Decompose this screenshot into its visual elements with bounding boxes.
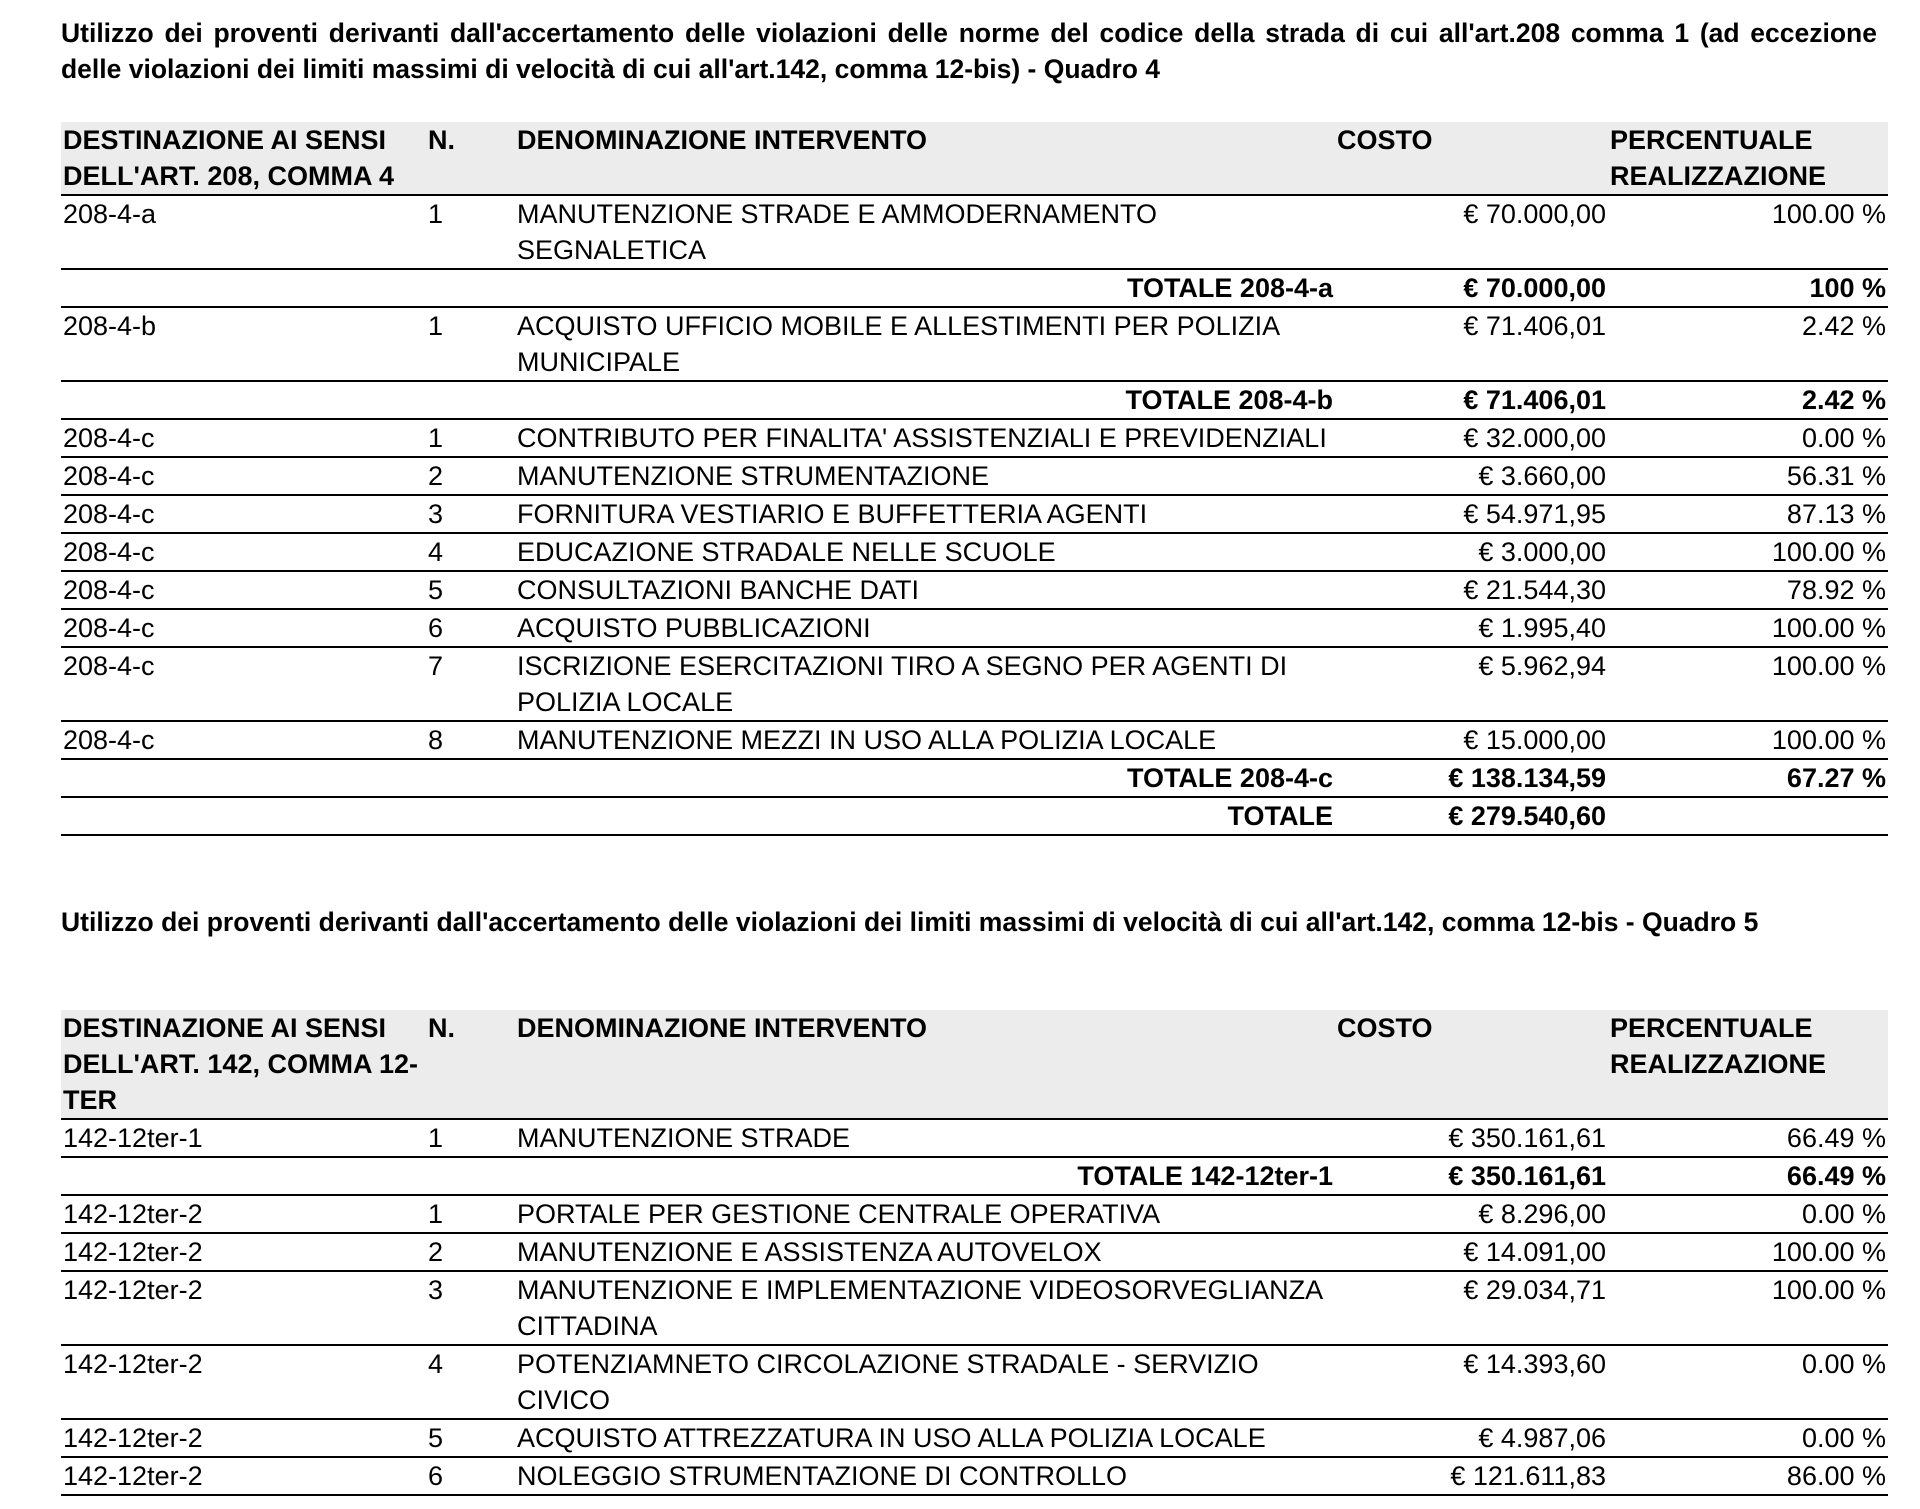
header-destinazione: DESTINAZIONE AI SENSI DELL'ART. 142, COMMA 12-TER	[61, 1010, 426, 1119]
total-label: TOTALE 208-4-c	[61, 759, 1335, 797]
cell-denominazione: MANUTENZIONE STRADE E AMMODERNAMENTO SEGNALETICA	[515, 195, 1335, 269]
total-percentage: 66.49 %	[1608, 1157, 1888, 1195]
cell-denominazione: ACQUISTO PUBBLICAZIONI	[515, 609, 1335, 647]
cell-numero: 3	[426, 1271, 515, 1345]
cell-costo: € 3.660,00	[1335, 457, 1608, 495]
cell-destinazione: 208-4-a	[61, 195, 426, 269]
cell-percentuale: 0.00 %	[1608, 419, 1888, 457]
cell-percentuale: 100.00 %	[1608, 533, 1888, 571]
header-numero: N.	[426, 122, 515, 195]
cell-numero: 2	[426, 1233, 515, 1271]
header-destinazione: DESTINAZIONE AI SENSI DELL'ART. 208, COMMA 4	[61, 122, 426, 195]
cell-costo: € 32.000,00	[1335, 419, 1608, 457]
cell-percentuale: 100.00 %	[1608, 195, 1888, 269]
cell-numero: 5	[426, 571, 515, 609]
cell-percentuale: 0.00 %	[1608, 1195, 1888, 1233]
cell-destinazione: 208-4-c	[61, 419, 426, 457]
quadro4-body	[61, 195, 1888, 835]
cell-costo: € 14.091,00	[1335, 1233, 1608, 1271]
cell-percentuale: 56.31 %	[1608, 457, 1888, 495]
cell-destinazione: 208-4-c	[61, 457, 426, 495]
total-label: TOTALE 208-4-b	[61, 381, 1335, 419]
total-row	[61, 759, 1888, 797]
header-costo: COSTO	[1335, 122, 1608, 195]
cell-destinazione: 208-4-c	[61, 571, 426, 609]
table-row	[61, 1195, 1888, 1233]
total-row	[61, 797, 1888, 835]
cell-numero: 1	[426, 307, 515, 381]
total-percentage	[1608, 797, 1888, 835]
table-row	[61, 419, 1888, 457]
cell-percentuale: 2.42 %	[1608, 307, 1888, 381]
table-row	[61, 1457, 1888, 1495]
quadro4-table	[61, 122, 1888, 836]
cell-numero: 8	[426, 721, 515, 759]
cell-destinazione: 208-4-c	[61, 533, 426, 571]
total-label: TOTALE 142-12ter-1	[61, 1157, 1335, 1195]
header-percentuale: PERCENTUALE REALIZZAZIONE	[1608, 1010, 1888, 1119]
cell-denominazione: ACQUISTO ATTREZZATURA IN USO ALLA POLIZIA LOCALE	[515, 1419, 1335, 1457]
cell-percentuale: 100.00 %	[1608, 609, 1888, 647]
cell-percentuale: 0.00 %	[1608, 1345, 1888, 1419]
header-denominazione: DENOMINAZIONE INTERVENTO	[515, 122, 1335, 195]
cell-costo: € 54.971,95	[1335, 495, 1608, 533]
cell-destinazione: 208-4-c	[61, 609, 426, 647]
total-row	[61, 269, 1888, 307]
cell-denominazione: MANUTENZIONE E ASSISTENZA AUTOVELOX	[515, 1233, 1335, 1271]
cell-numero: 6	[426, 609, 515, 647]
cell-percentuale: 66.49 %	[1608, 1119, 1888, 1157]
quadro5-table	[61, 1010, 1888, 1496]
table-row	[61, 647, 1888, 721]
cell-denominazione: MANUTENZIONE STRADE	[515, 1119, 1335, 1157]
table-header-row	[61, 1010, 1888, 1119]
cell-denominazione: EDUCAZIONE STRADALE NELLE SCUOLE	[515, 533, 1335, 571]
cell-denominazione: PORTALE PER GESTIONE CENTRALE OPERATIVA	[515, 1195, 1335, 1233]
cell-numero: 4	[426, 533, 515, 571]
cell-denominazione: ISCRIZIONE ESERCITAZIONI TIRO A SEGNO PER AGENTI DI POLIZIA LOCALE	[515, 647, 1335, 721]
table-row	[61, 457, 1888, 495]
total-cost: € 350.161,61	[1335, 1157, 1608, 1195]
cell-destinazione: 142-12ter-2	[61, 1457, 426, 1495]
total-row	[61, 1157, 1888, 1195]
cell-percentuale: 86.00 %	[1608, 1457, 1888, 1495]
cell-denominazione: MANUTENZIONE STRUMENTAZIONE	[515, 457, 1335, 495]
cell-denominazione: POTENZIAMNETO CIRCOLAZIONE STRADALE - SERVIZIO CIVICO	[515, 1345, 1335, 1419]
total-label: TOTALE 208-4-a	[61, 269, 1335, 307]
cell-percentuale: 78.92 %	[1608, 571, 1888, 609]
cell-costo: € 121.611,83	[1335, 1457, 1608, 1495]
cell-numero: 1	[426, 195, 515, 269]
cell-numero: 3	[426, 495, 515, 533]
table-row	[61, 721, 1888, 759]
cell-numero: 1	[426, 419, 515, 457]
cell-costo: € 15.000,00	[1335, 721, 1608, 759]
cell-costo: € 21.544,30	[1335, 571, 1608, 609]
cell-costo: € 5.962,94	[1335, 647, 1608, 721]
cell-destinazione: 208-4-c	[61, 721, 426, 759]
table-row	[61, 1419, 1888, 1457]
cell-denominazione: CONTRIBUTO PER FINALITA' ASSISTENZIALI E PREVIDENZIALI	[515, 419, 1335, 457]
cell-destinazione: 142-12ter-2	[61, 1419, 426, 1457]
cell-costo: € 71.406,01	[1335, 307, 1608, 381]
cell-destinazione: 142-12ter-1	[61, 1119, 426, 1157]
cell-percentuale: 100.00 %	[1608, 1271, 1888, 1345]
total-cost: € 71.406,01	[1335, 381, 1608, 419]
table-row	[61, 533, 1888, 571]
table-row	[61, 495, 1888, 533]
table-header-row	[61, 122, 1888, 195]
table-row	[61, 195, 1888, 269]
cell-costo: € 8.296,00	[1335, 1195, 1608, 1233]
header-numero: N.	[426, 1010, 515, 1119]
cell-costo: € 4.987,06	[1335, 1419, 1608, 1457]
cell-costo: € 70.000,00	[1335, 195, 1608, 269]
cell-destinazione: 208-4-c	[61, 495, 426, 533]
header-percentuale: PERCENTUALE REALIZZAZIONE	[1608, 122, 1888, 195]
quadro5-body	[61, 1119, 1888, 1495]
cell-costo: € 14.393,60	[1335, 1345, 1608, 1419]
total-percentage: 2.42 %	[1608, 381, 1888, 419]
cell-numero: 4	[426, 1345, 515, 1419]
total-percentage: 67.27 %	[1608, 759, 1888, 797]
cell-denominazione: CONSULTAZIONI BANCHE DATI	[515, 571, 1335, 609]
total-percentage: 100 %	[1608, 269, 1888, 307]
cell-percentuale: 87.13 %	[1608, 495, 1888, 533]
header-denominazione: DENOMINAZIONE INTERVENTO	[515, 1010, 1335, 1119]
cell-numero: 1	[426, 1195, 515, 1233]
total-row	[61, 381, 1888, 419]
quadro4-title: Utilizzo dei proventi derivanti dall'accertamento delle violazioni delle norme del codice della strada di cui all'art.208 comma 1 (ad eccezione delle violazioni dei limiti massimi di velocità di cui all'art.142, comma 12-bis) - Quadro 4	[61, 18, 1877, 84]
header-costo: COSTO	[1335, 1010, 1608, 1119]
cell-numero: 5	[426, 1419, 515, 1457]
cell-destinazione: 142-12ter-2	[61, 1233, 426, 1271]
cell-denominazione: MANUTENZIONE E IMPLEMENTAZIONE VIDEOSORVEGLIANZA CITTADINA	[515, 1271, 1335, 1345]
cell-destinazione: 142-12ter-2	[61, 1271, 426, 1345]
cell-costo: € 29.034,71	[1335, 1271, 1608, 1345]
table-row	[61, 1271, 1888, 1345]
cell-percentuale: 0.00 %	[1608, 1419, 1888, 1457]
table-row	[61, 609, 1888, 647]
cell-denominazione: FORNITURA VESTIARIO E BUFFETTERIA AGENTI	[515, 495, 1335, 533]
cell-costo: € 1.995,40	[1335, 609, 1608, 647]
cell-percentuale: 100.00 %	[1608, 647, 1888, 721]
cell-costo: € 350.161,61	[1335, 1119, 1608, 1157]
table-row	[61, 1345, 1888, 1419]
cell-denominazione: MANUTENZIONE MEZZI IN USO ALLA POLIZIA LOCALE	[515, 721, 1335, 759]
cell-percentuale: 100.00 %	[1608, 721, 1888, 759]
cell-denominazione: NOLEGGIO STRUMENTAZIONE DI CONTROLLO	[515, 1457, 1335, 1495]
cell-numero: 7	[426, 647, 515, 721]
total-cost: € 70.000,00	[1335, 269, 1608, 307]
table-row	[61, 307, 1888, 381]
cell-numero: 1	[426, 1119, 515, 1157]
cell-percentuale: 100.00 %	[1608, 1233, 1888, 1271]
quadro5-title: Utilizzo dei proventi derivanti dall'accertamento delle violazioni dei limiti massimi di velocità di cui all'art.142, comma 12-bis - Quadro 5	[61, 907, 1759, 937]
cell-costo: € 3.000,00	[1335, 533, 1608, 571]
table-row	[61, 1119, 1888, 1157]
cell-destinazione: 142-12ter-2	[61, 1195, 426, 1233]
cell-numero: 2	[426, 457, 515, 495]
table-row	[61, 571, 1888, 609]
total-label: TOTALE	[61, 797, 1335, 835]
cell-destinazione: 208-4-b	[61, 307, 426, 381]
cell-destinazione: 208-4-c	[61, 647, 426, 721]
total-cost: € 138.134,59	[1335, 759, 1608, 797]
cell-destinazione: 142-12ter-2	[61, 1345, 426, 1419]
total-cost: € 279.540,60	[1335, 797, 1608, 835]
cell-numero: 6	[426, 1457, 515, 1495]
cell-denominazione: ACQUISTO UFFICIO MOBILE E ALLESTIMENTI PER POLIZIA MUNICIPALE	[515, 307, 1335, 381]
table-row	[61, 1233, 1888, 1271]
